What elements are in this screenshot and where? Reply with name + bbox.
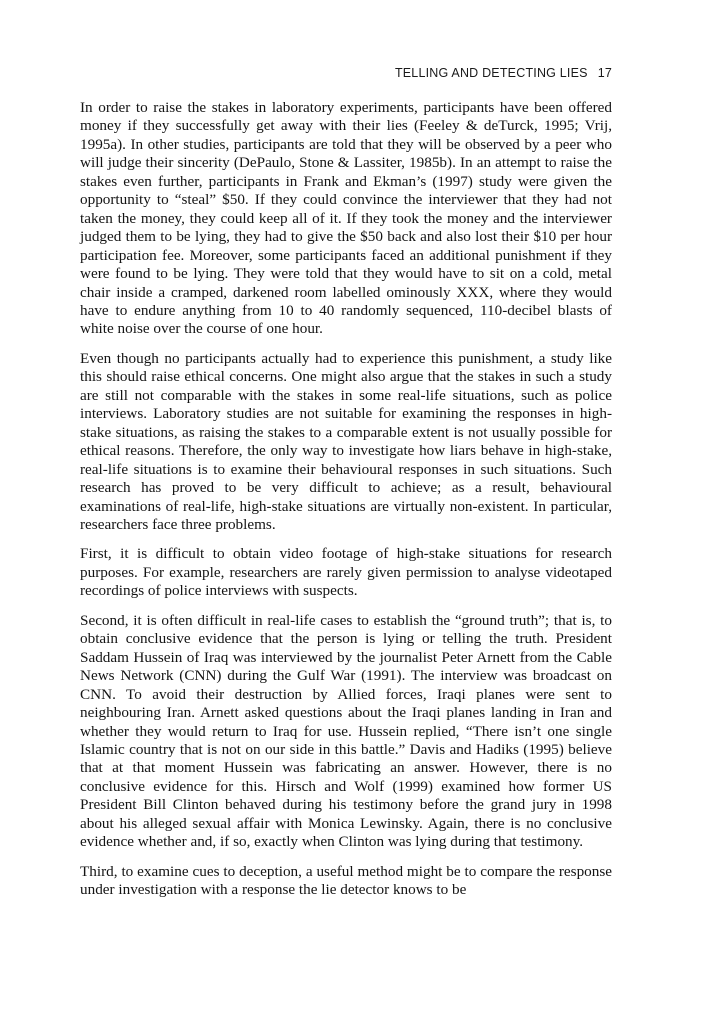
paragraph-ethical-concerns: Even though no participants actually had to experience this punishment, a study like this should raise ethical concerns. One might also argue that the stakes in such a study are still not comparable with the stakes in some real-life situations, such as police interviews. Laboratory studies are not suitable for examining the responses in high-stake situations, as raising the stakes to a comparable extent is not usually possible for ethical reasons. Therefore, the only way to investigate how liars behave in high-stake, real-life situations is to examine their behavioural responses in such situations. Such research has proved to be very difficult to achieve; as a result, behavioural examinations of real-life, high-stake situations are virtually non-existent. In particular, researchers face three problems.: [80, 349, 612, 533]
page-number: 17: [597, 66, 612, 80]
paragraph-third-problem: Third, to examine cues to deception, a useful method might be to compare the response under investigation with a response the lie detector knows to be: [80, 862, 612, 899]
paragraph-second-problem: Second, it is often difficult in real-life cases to establish the “ground truth”; that is, to obtain conclusive evidence that the person is lying or telling the truth. President Saddam Hussein of Iraq was interviewed by the journalist Peter Arnett from the Cable News Network (CNN) during the Gulf War (1991). The interview was broadcast on CNN. To avoid their destruction by Allied forces, Iraqi planes were sent to neighbouring Iran. Arnett asked questions about the Iraqi planes landing in Iran and whether they would return to Iraq for use. Hussein replied, “There isn’t one single Islamic country that is not on our side in this battle.” Davis and Hadiks (1995) believe that at that moment Hussein was fabricating an answer. However, there is no conclusive evidence for this. Hirsch and Wolf (1999) examined how former US President Bill Clinton behaved during his testimony before the grand jury in 1998 about his alleged sexual affair with Monica Lewinsky. Again, there is no conclusive evidence whether and, if so, exactly when Clinton was lying during that testimony.: [80, 611, 612, 851]
paragraph-stakes-experiments: In order to raise the stakes in laboratory experiments, participants have been offered money if they successfully get away with their lies (Feeley & deTurck, 1995; Vrij, 1995a). In other studies, participants are told that they will be observed by a peer who will judge their sincerity (DePaulo, Stone & Lassiter, 1985b). In an attempt to raise the stakes even further, participants in Frank and Ekman’s (1997) study were given the opportunity to “steal” $50. If they could convince the interviewer that they had not taken the money, they could keep all of it. If they took the money and the interviewer judged them to be lying, they had to give the $50 back and also lost their $10 per hour participation fee. Moreover, some participants faced an additional punishment if they were found to be lying. They were told that they would have to sit on a cold, metal chair inside a cramped, darkened room labelled ominously XXX, where they would have to endure anything from 10 to 40 randomly sequenced, 110-decibel blasts of white noise over the course of one hour.: [80, 99, 612, 338]
running-header: [80, 66, 612, 80]
running-title: TELLING AND DETECTING LIES: [394, 66, 588, 80]
paragraph-first-problem: First, it is difficult to obtain video footage of high-stake situations for research purposes. For example, researchers are rarely given permission to analyse videotaped recordings of police interviews with suspects.: [80, 545, 612, 600]
body-text: [80, 99, 612, 911]
